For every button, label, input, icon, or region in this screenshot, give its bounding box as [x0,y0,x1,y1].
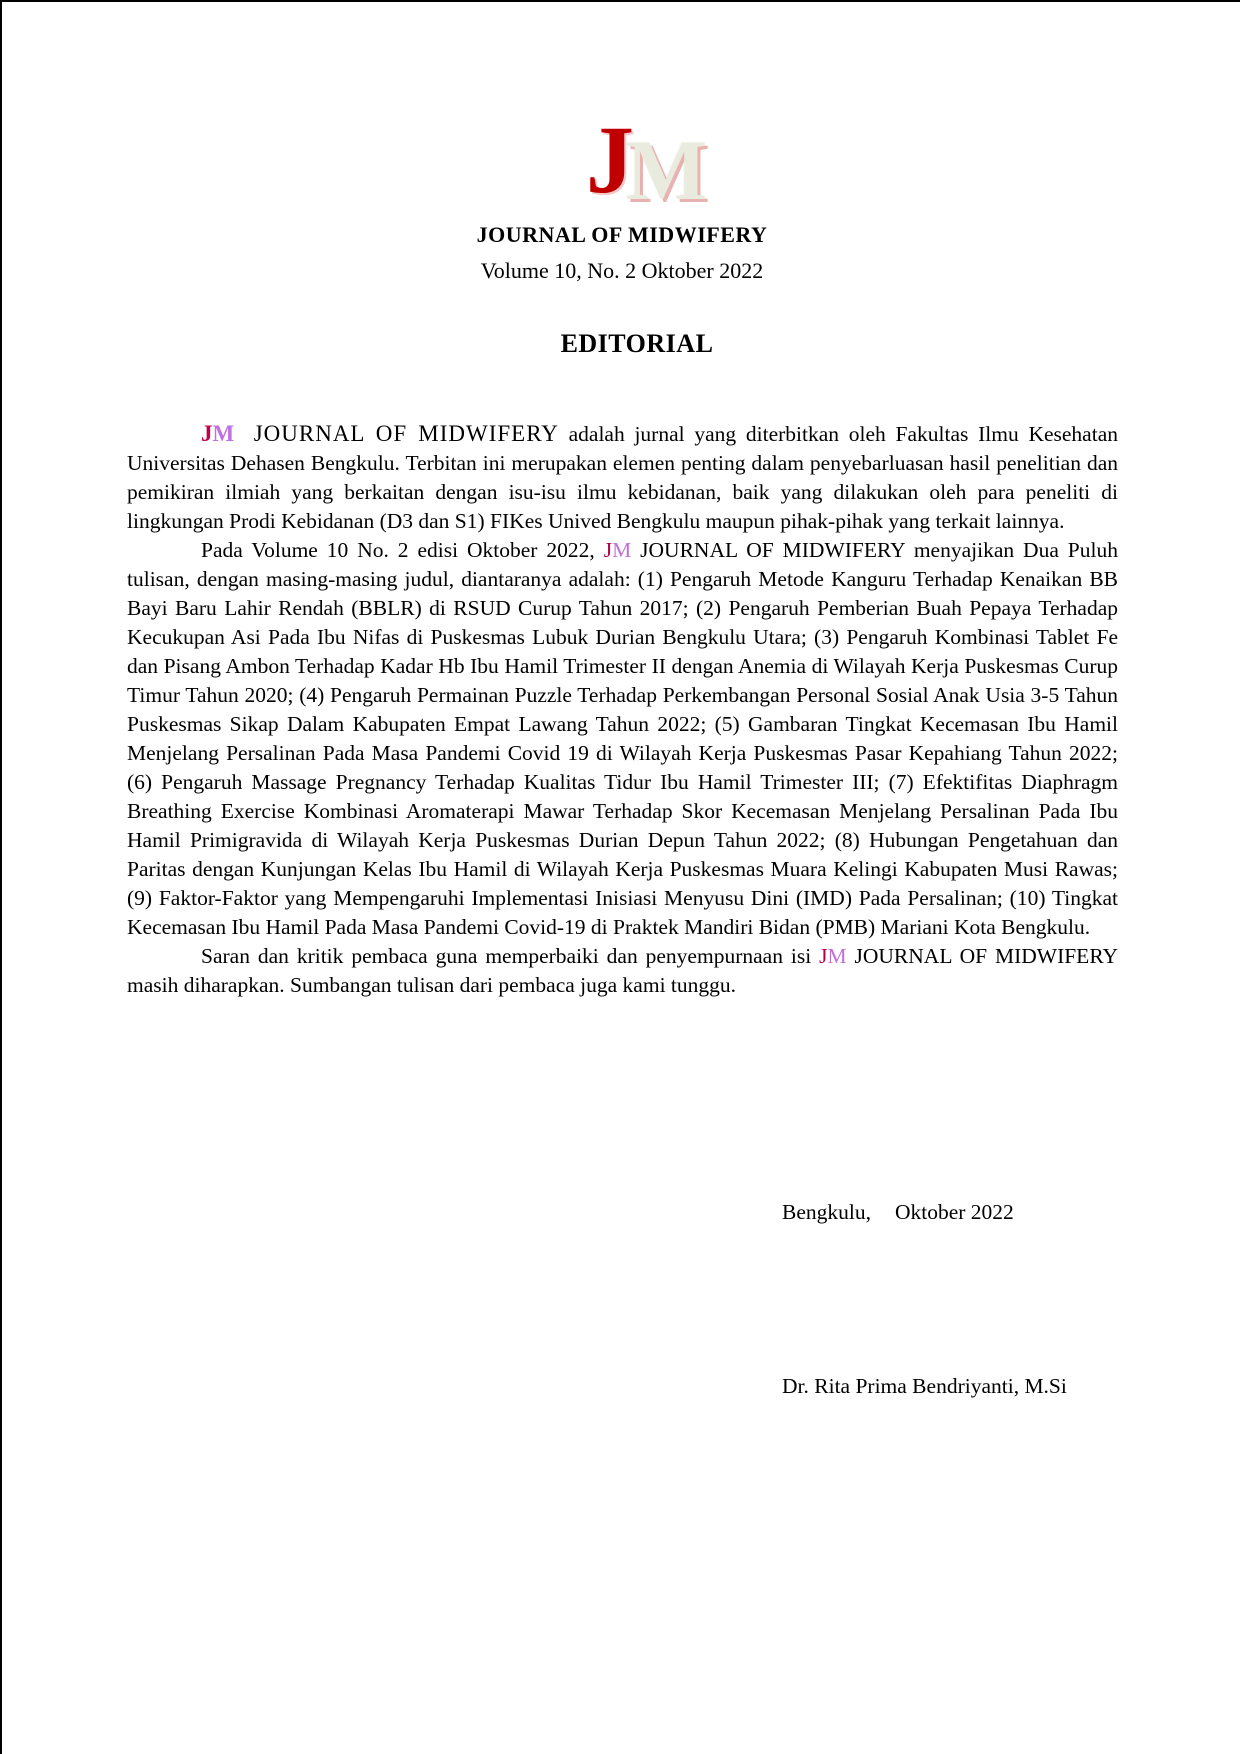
place: Bengkulu, [782,1200,871,1224]
place-date [782,1200,1014,1225]
paragraph-lead: Pada Volume 10 No. 2 edisi Oktober 2022, [201,538,604,562]
journal-logo [586,106,756,218]
paragraph-lead: Saran dan kritik pembaca guna memperbaiki dan penyempurnaan isi [201,944,820,968]
paragraph-intro [127,419,1118,536]
paragraph-contents [127,536,1118,942]
paragraph-text: masih diharapkan. Sumbangan tulisan dari pembaca juga kami tunggu. [127,973,737,997]
journal-title: JOURNAL OF MIDWIFERY [476,222,768,247]
volume-issue: Volume 10, No. 2 Oktober 2022 [480,258,764,283]
journal-name: JOURNAL OF MIDWIFERY [253,421,559,446]
logo-letter-j: J [586,106,628,213]
paragraph-closing [127,942,1118,1000]
paragraph-text: menyajikan Dua Puluh tulisan, dengan masing-masing judul, diantaranya adalah: (1) Pengaruh Metode Kanguru Terhadap Kenaikan BB Bayi Baru Lahir Rendah (BBLR) di RSUD Curup Tahun 2017; (2) Pengaruh Pemberian Buah Pepaya Terhadap Kecukupan Asi Pada Ibu Nifas di Puskesmas Lubuk Durian Bengkulu Utara; (3) Pengaruh Kombinasi Tablet Fe dan Pisang Ambon Terhadap Kadar Hb Ibu Hamil Trimester II dengan Anemia di Wilayah Kerja Puskesmas Curup Timur Tahun 2020; (4) Pengaruh Permainan Puzzle Terhadap Perkembangan Personal Sosial Anak Usia 3-5 Tahun Puskesmas Sikap Dalam Kabupaten Empat Lawang Tahun 2022; (5) Gambaran Tingkat Kecemasan Ibu Hamil Menjelang Persalinan Pada Masa Pandemi Covid 19 di Wilayah Kerja Puskesmas Pasar Kepahiang Tahun 2022; (6) Pengaruh Massage Pregnancy Terhadap Kualitas Tidur Ibu Hamil Trimester III; (7) Efektifitas Diaphragm Breathing Exercise Kombinasi Aromaterapi Mawar Terhadap Skor Kecemasan Menjelang Persalinan Pada Ibu Hamil Primigravida di Wilayah Kerja Puskesmas Durian Depun Tahun 2022; (8) Hubungan Pengetahuan dan Paritas dengan Kunjungan Kelas Ibu Hamil di Wilayah Kerja Puskesmas Muara Kelingi Kabupaten Musi Rawas; (9) Faktor-Faktor yang Mempengaruhi Implementasi Inisiasi Menyusu Dini (IMD) Pada Persalinan; (10) Tingkat Kecemasan Ibu Hamil Pada Masa Pandemi Covid-19 di Praktek Mandiri Bidan (PMB) Mariani Kota Bengkulu. [127,538,1118,939]
journal-name: JOURNAL OF MIDWIFERY [631,538,905,562]
inline-logo: JM [201,421,235,446]
logo-letter-m: M [626,122,708,218]
inline-logo: JM [819,944,847,968]
editorial-body [127,419,1118,1000]
journal-name: JOURNAL OF MIDWIFERY [846,944,1118,968]
paragraph-text: adalah jurnal yang diterbitkan oleh Fakultas Ilmu Kesehatan Universitas Dehasen Bengkulu. Terbitan ini merupakan elemen penting dalam penyebarluasan hasil penelitian dan pemikiran ilmiah yang berkaitan dengan isu-isu ilmu kebidanan, baik yang dilakukan oleh para peneliti di lingkungan Prodi Kebidanan (D3 dan S1) FIKes Unived Bengkulu maupun pihak-pihak yang terkait lainnya. [127,422,1118,533]
date: Oktober 2022 [894,1200,1014,1224]
inline-logo: JM [603,538,632,562]
signatory: Dr. Rita Prima Bendriyanti, M.Si [782,1374,1067,1398]
section-heading: EDITORIAL [560,329,714,358]
